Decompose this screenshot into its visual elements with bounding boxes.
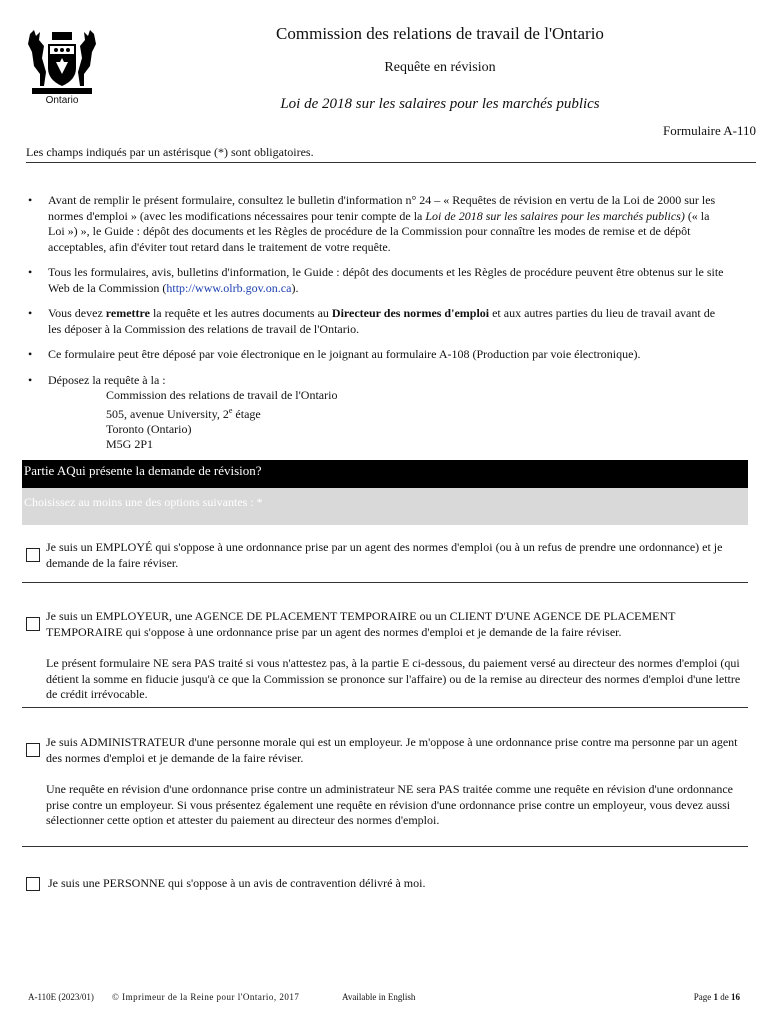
bullet-dot: • — [28, 347, 33, 361]
instruction-item: • Vous devez remettre la requête et les autres documents au Directeur des normes d'emploi et aux autres parties du lieu de travail avant de les déposer à la Commission des relations de travail de l'Ontario. — [28, 306, 716, 336]
option-divider — [22, 846, 748, 847]
header-divider — [26, 162, 756, 163]
form-subtitle: Requête en révision — [384, 60, 496, 75]
employer-checkbox[interactable] — [26, 617, 40, 631]
employer-payment-note: Le présent formulaire NE sera PAS traité si vous n'attestez pas, à la partie E ci-dessous, du paiement versé au directeur des normes d'emploi (qui détient la somme en fiducie jusqu'à ce que la Commission se prononce sur l'affaire) ou de la remise au directeur des normes d'emploi d'une lettre de crédit irrévocable. — [46, 656, 741, 701]
instruction-item: • Avant de remplir le présent formulaire, consultez le bulletin d'information n° 24 – « Requêtes de révision en vertu de la Loi de 2000 sur les normes d'emploi » (avec les modifications nécessaires pour tenir compte de la Loi de 2018 sur les salaires pour les marchés publics) (« la Loi ») », le Guide : dépôt des documents et les Règles de procédure de la Commission pour connaître les modes de remise et de dépôt acceptables, afin d'éviter tout retard dans le traitement de votre requête. — [28, 193, 716, 254]
instruction-item: • Ce formulaire peut être déposé par voie électronique en le joignant au formulaire A-108 (Production par voie électronique). — [28, 347, 641, 361]
form-code: A-110E (2023/01) — [28, 992, 94, 1002]
logo-caption: Ontario — [45, 95, 79, 106]
instruction-item: • Tous les formulaires, avis, bulletins d'information, le Guide : dépôt des documents et les Règles de procédure peuvent être obtenus sur le site Web de la Commission (http://www.olrb.gov.on.ca). — [28, 265, 724, 295]
available-in-english: Available in English — [342, 992, 416, 1002]
bullet-dot: • — [28, 372, 33, 387]
employee-checkbox[interactable] — [26, 548, 40, 562]
copyright-notice: © Imprimeur de la Reine pour l'Ontario, 2017 — [112, 992, 300, 1002]
choose-options-prompt: Choisissez au moins une des options suivantes : * — [22, 488, 748, 525]
bullet-dot: • — [28, 193, 33, 207]
person-checkbox[interactable] — [26, 877, 40, 891]
option-employer: Je suis un EMPLOYEUR, une AGENCE DE PLACEMENT TEMPORAIRE ou un CLIENT D'UNE AGENCE DE PLACEMENT TEMPORAIRE qui s'oppose à une ordonnance prise par un agent des normes d'emploi et je demande de la faire réviser. Le présent formulaire NE sera PAS traité si vous n'attestez pas, à la partie E ci-dessous, du paiement versé au directeur des normes d'emploi (qui détient la somme en fiducie jusqu'à ce que la Commission se prononce sur l'affaire) ou de la remise au directeur des normes d'emploi d'une lettre de crédit irrévocable. — [22, 609, 748, 705]
olrb-website-link[interactable]: http://www.olrb.gov.on.ca — [166, 280, 292, 295]
option-divider — [22, 707, 748, 708]
page-title: Commission des relations de travail de l'Ontario — [276, 24, 604, 43]
law-title: Loi de 2018 sur les salaires pour les marchés publics — [280, 96, 600, 112]
required-fields-note: Les champs indiqués par un astérisque (*) sont obligatoires. — [26, 145, 314, 159]
form-number: Formulaire A-110 — [662, 123, 756, 138]
instruction-item: • Déposez la requête à la : Commission des relations de travail de l'Ontario 505, avenue University, 2e étage Toronto (Ontario) M5G 2P1 — [28, 373, 728, 453]
option-person: Je suis une PERSONNE qui s'oppose à un avis de contravention délivré à moi. — [22, 876, 748, 896]
part-a-header: Partie AQui présente la demande de révision? — [22, 460, 748, 488]
mailing-address: Commission des relations de travail de l'Ontario 505, avenue University, 2e étage Toronto (Ontario) M5G 2P1 — [106, 388, 338, 451]
option-director: Je suis ADMINISTRATEUR d'une personne morale qui est un employeur. Je m'oppose à une ordonnance prise contre ma personne par un agent des normes d'emploi et je demande de la faire réviser. Une requête en révision d'une ordonnance prise contre un administrateur NE sera PAS traitée comme une requête en révision d'une ordonnance prise contre un employeur. Si vous présentez également une requête en révision d'une ordonnance prise contre un employeur, vous devez aussi sélectionner cette option et attester du paiement au directeur des normes d'emploi. — [22, 735, 748, 831]
instructions-list — [28, 193, 728, 452]
option-divider — [22, 582, 748, 583]
page-indicator: Page 1 de 16 — [693, 992, 740, 1002]
bullet-dot: • — [28, 265, 33, 279]
director-checkbox[interactable] — [26, 743, 40, 757]
option-employee: Je suis un EMPLOYÉ qui s'oppose à une ordonnance prise par un agent des normes d'emploi (ou à un refus de prendre une ordonnance) et je demande de la faire réviser. — [22, 540, 748, 580]
director-note: Une requête en révision d'une ordonnance prise contre un administrateur NE sera PAS traitée comme une requête en révision d'une ordonnance prise contre un employeur. Si vous présentez également une requête en révision d'une ordonnance prise contre un employeur, vous devez aussi sélectionner cette option et attester du paiement au directeur des normes d'emploi. — [46, 782, 733, 827]
bullet-dot: • — [28, 306, 33, 320]
